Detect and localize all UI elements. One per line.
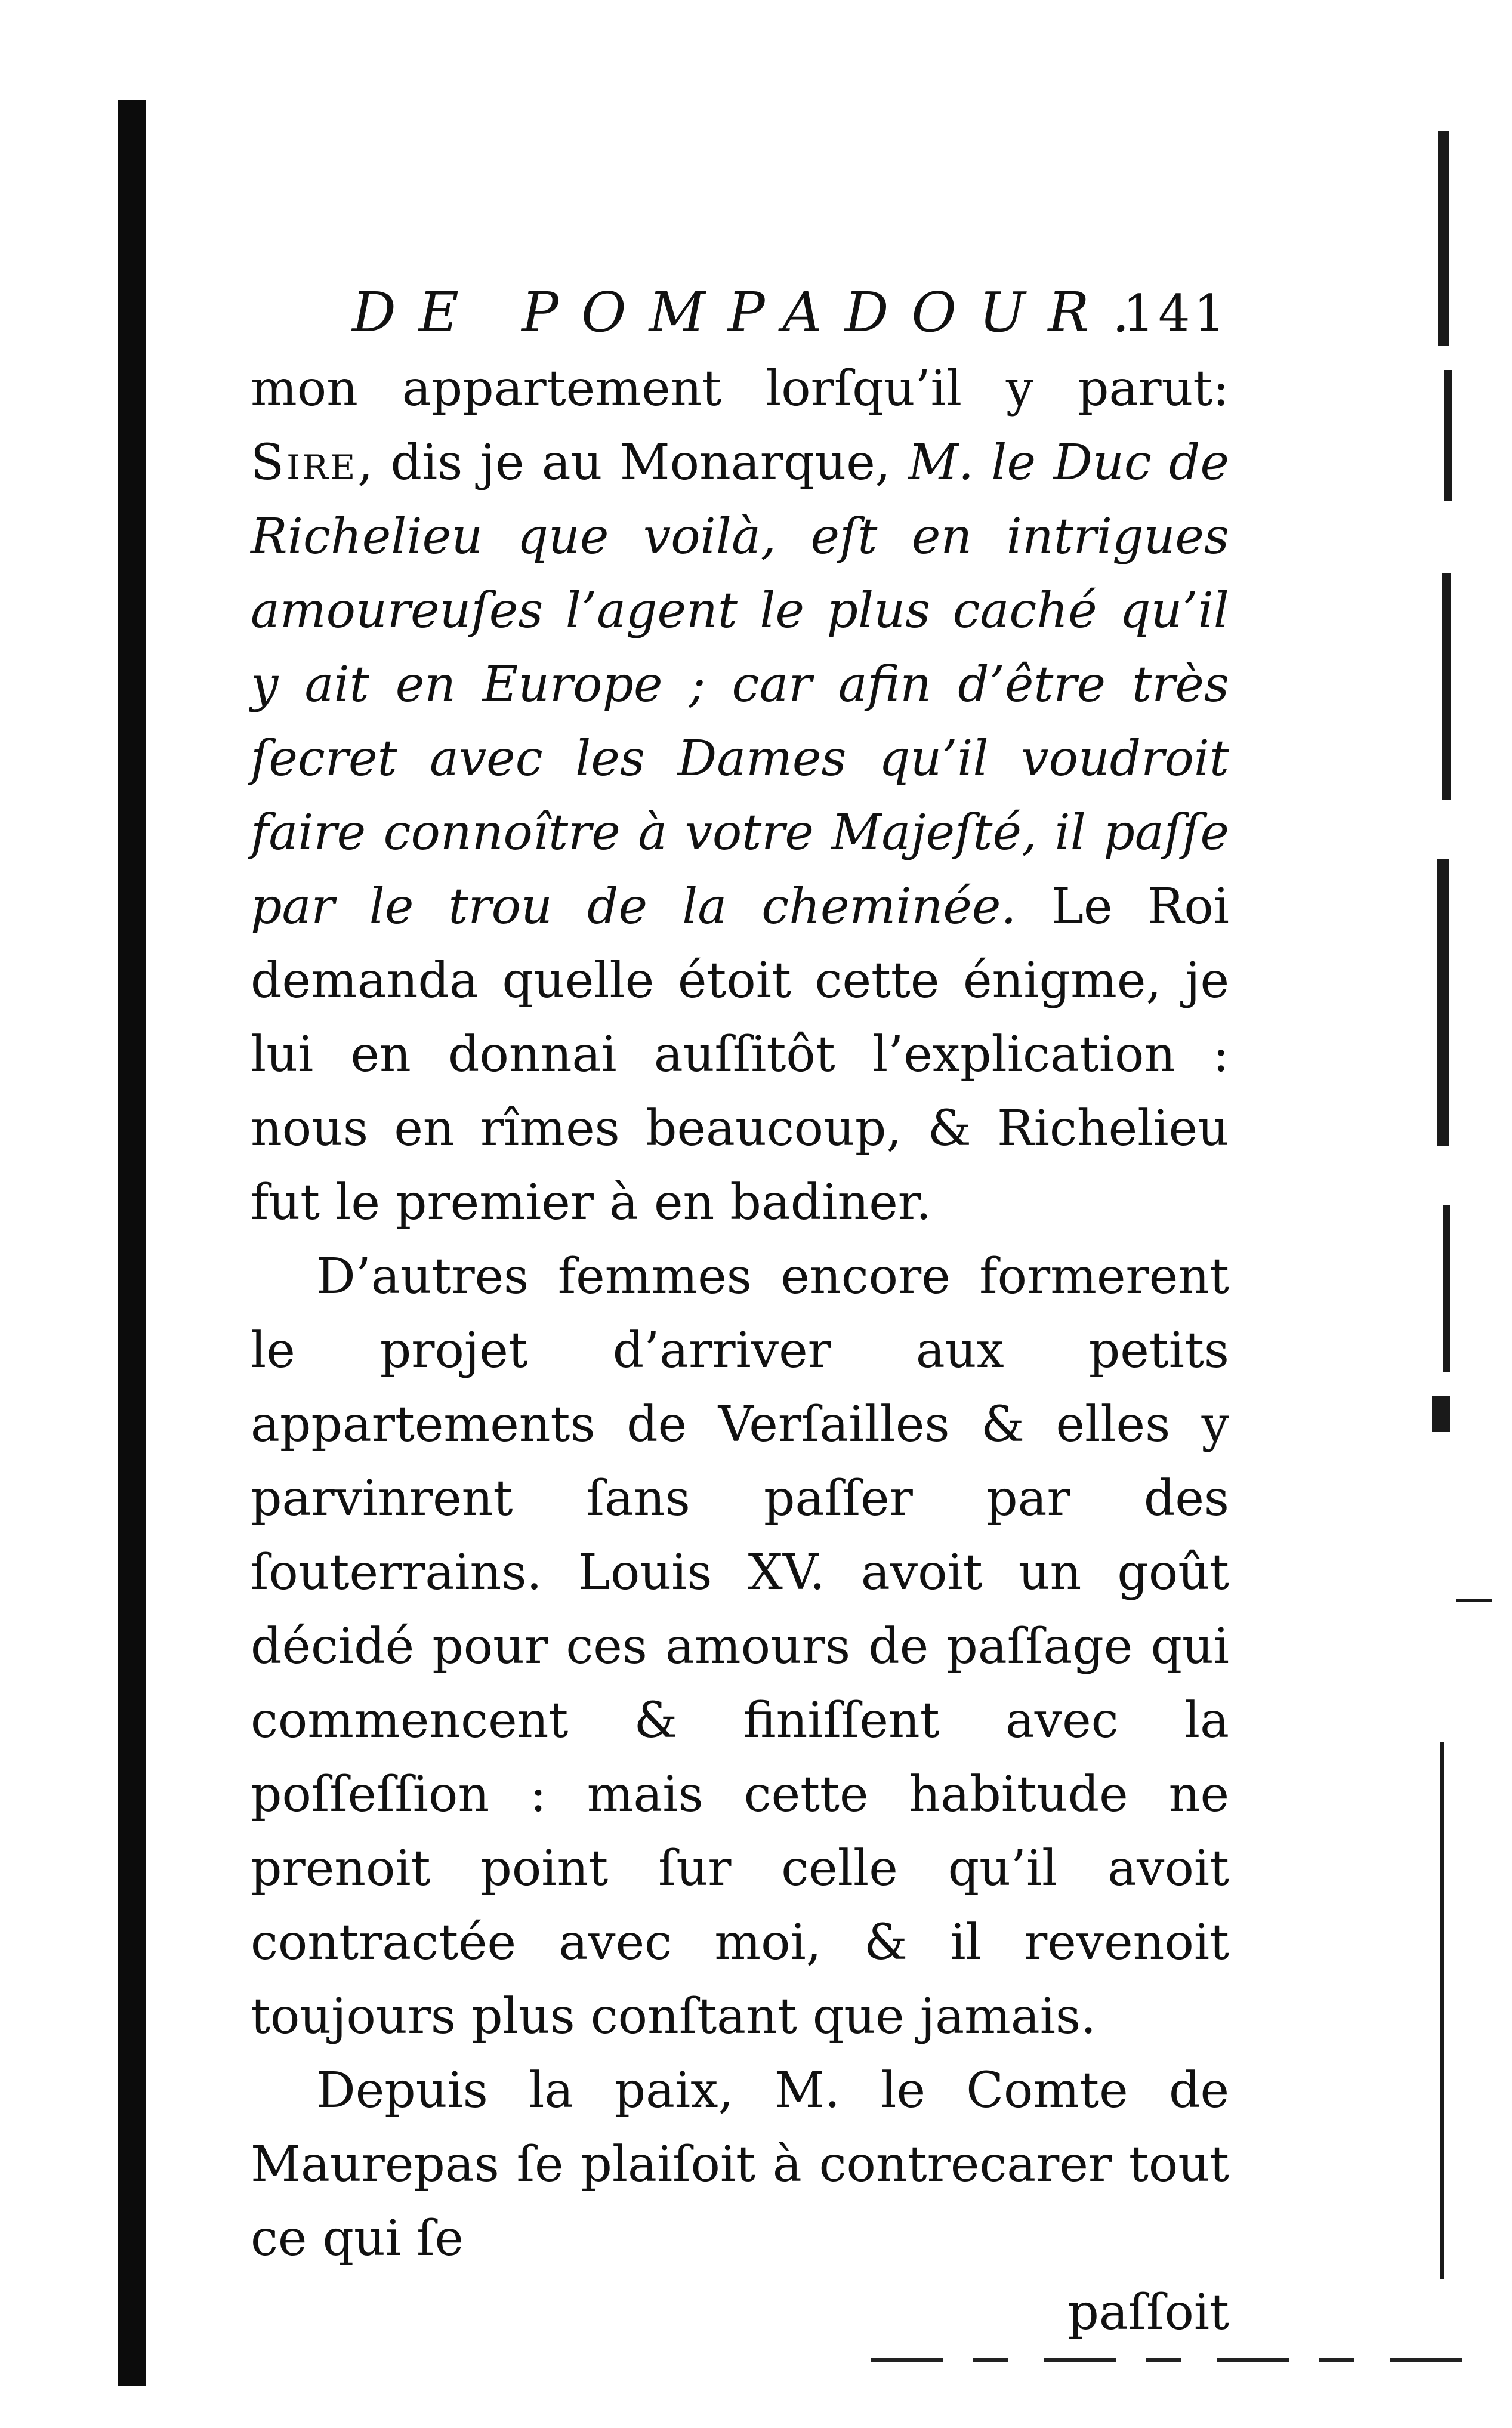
text-segment-smallcaps: Sire (251, 434, 358, 491)
page-number: 141 (1122, 284, 1229, 343)
text-segment: D’autres femmes encore formerent le projet d’arriver aux petits appartements de Verſailles & elles y parvinrent ſans paſſer par des ſouterrains. Louis XV. avoit un goût décidé pour ces amours de paſſage qui commencent & finiſſent avec la poſſeſſion : mais cette habitude ne prenoit point ſur celle qu’il avoit contractée avec moi, & il revenoit toujours plus conſtant que jamais. (251, 1248, 1229, 2045)
page-gutter-shadow (118, 100, 146, 2386)
book-page (251, 280, 1229, 2350)
text-segment: Le Roi demanda quelle étoit cette énigme, je lui en donnai auſſitôt l’explication : nous en rîmes beaucoup, & Richelieu fut le premier à en badiner. (251, 878, 1230, 1231)
running-head (251, 280, 1229, 352)
page-edge-shadow (1420, 84, 1512, 2411)
paragraph-2 (251, 1240, 1229, 2054)
text-segment: Depuis la paix, M. le Comte de Maurepas ſe plaiſoit à contrecarer tout ce qui ſe (251, 2062, 1229, 2267)
paragraph-3 (251, 2054, 1229, 2276)
text-segment-italic: M. le Duc de Richelieu que voilà, eſt en intrigues amoureuſes l’agent le plus caché qu’il y ait en Europe ; car afin d’être très ſecret avec les Dames qu’il voudroit faire connoître à votre Majeſté, il paſſe par le trou de la cheminée. (251, 434, 1229, 935)
text-segment: , dis je au Monarque, (357, 434, 909, 491)
paragraph-1 (251, 352, 1229, 1240)
body-text (251, 352, 1229, 2276)
bottom-scan-marks (871, 2358, 1468, 2362)
catchword: paſſoit (1067, 2284, 1229, 2341)
text-segment: mon appartement lorſqu’il y parut: (251, 360, 1229, 417)
running-head-title: DE POMPADOUR. (352, 280, 1152, 344)
